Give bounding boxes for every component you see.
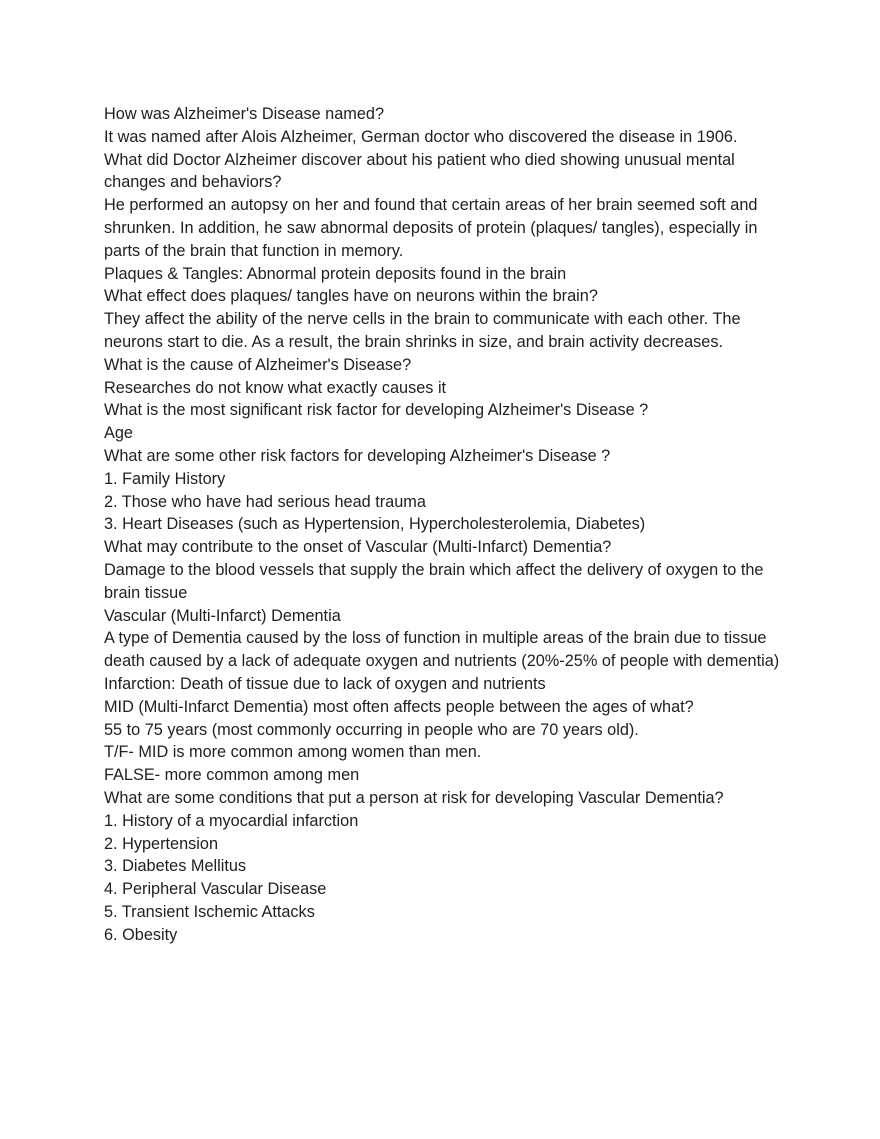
question-line: What did Doctor Alzheimer discover about his patient who died showing unusual mental changes and behaviors? (104, 150, 735, 192)
question-line: What effect does plaques/ tangles have on neurons within the brain? (104, 287, 598, 306)
document-body (104, 103, 784, 946)
answer-line: Damage to the blood vessels that supply the brain which affect the delivery of oxygen to the brain tissue (104, 560, 764, 602)
definition-line: Plaques & Tangles: Abnormal protein deposits found in the brain (104, 264, 567, 283)
answer-line: He performed an autopsy on her and found that certain areas of her brain seemed soft and shrunken. In addition, he saw abnormal deposits of protein (plaques/ tangles), especially in parts of the brain that function in memory. (104, 196, 758, 260)
list-item: 5. Transient Ischemic Attacks (104, 902, 315, 921)
answer-line: They affect the ability of the nerve cells in the brain to communicate with each other. The neurons start to die. As a result, the brain shrinks in size, and brain activity decreases. (104, 310, 741, 351)
list-item: 4. Peripheral Vascular Disease (104, 880, 327, 899)
answer-line: 55 to 75 years (most commonly occurring in people who are 70 years old). (104, 720, 639, 739)
question-line: What is the most significant risk factor for developing Alzheimer's Disease ? (104, 401, 649, 420)
answer-line: FALSE- more common among men (104, 766, 360, 785)
list-item: 1. History of a myocardial infarction (104, 811, 359, 830)
answer-line: It was named after Alois Alzheimer, German doctor who discovered the disease in 1906. (104, 127, 738, 146)
definition-line: A type of Dementia caused by the loss of function in multiple areas of the brain due to tissue death caused by a lack of adequate oxygen and nutrients (20%-25% of people with dementia) (104, 629, 780, 671)
answer-line: Age (104, 424, 133, 443)
question-line: What is the cause of Alzheimer's Disease? (104, 355, 412, 374)
term-line: Vascular (Multi-Infarct) Dementia (104, 606, 341, 625)
list-item: 2. Those who have had serious head trauma (104, 492, 426, 511)
definition-line: Infarction: Death of tissue due to lack of oxygen and nutrients (104, 674, 546, 693)
question-line: How was Alzheimer's Disease named? (104, 105, 385, 123)
question-line: T/F- MID is more common among women than men. (104, 743, 482, 762)
question-line: What may contribute to the onset of Vascular (Multi-Infarct) Dementia? (104, 538, 612, 557)
list-item: 2. Hypertension (104, 834, 219, 853)
question-line: What are some conditions that put a person at risk for developing Vascular Dementia? (104, 788, 724, 807)
list-item: 1. Family History (104, 469, 226, 488)
question-line: What are some other risk factors for developing Alzheimer's Disease ? (104, 446, 611, 465)
list-item: 6. Obesity (104, 925, 178, 944)
answer-line: Researches do not know what exactly causes it (104, 378, 447, 397)
list-item: 3. Diabetes Mellitus (104, 857, 247, 876)
question-line: MID (Multi-Infarct Dementia) most often affects people between the ages of what? (104, 697, 694, 716)
list-item: 3. Heart Diseases (such as Hypertension, Hypercholesterolemia, Diabetes) (104, 515, 646, 534)
